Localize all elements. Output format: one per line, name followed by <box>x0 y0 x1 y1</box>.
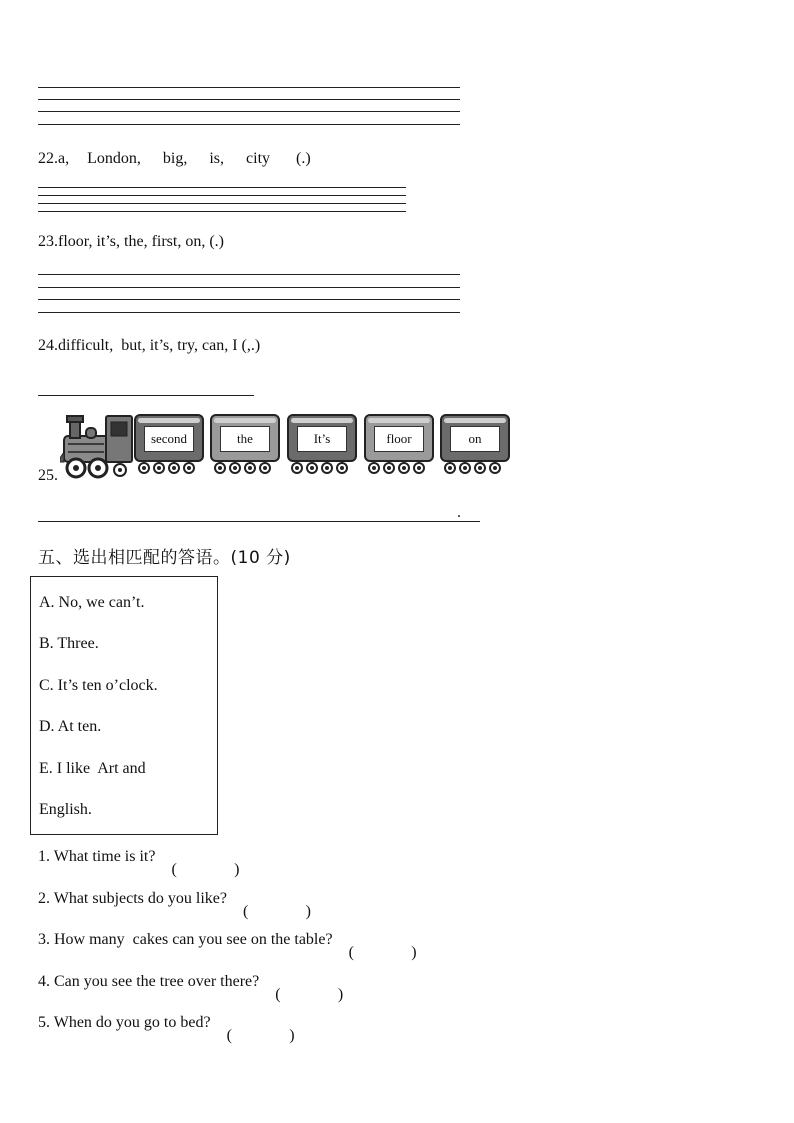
word: a, <box>58 150 70 167</box>
train-car <box>440 414 510 462</box>
question-text: 2. What subjects do you like? <box>38 890 227 907</box>
word: London, <box>87 150 141 167</box>
word: city <box>246 150 271 167</box>
writing-line <box>38 111 460 112</box>
writing-line <box>38 211 406 212</box>
match-question-3 <box>38 931 417 949</box>
question-text: 5. When do you go to bed? <box>38 1014 211 1031</box>
car-word: on <box>450 426 500 452</box>
locomotive-icon <box>60 412 136 480</box>
sentence-end-period: . <box>457 504 461 521</box>
writing-line <box>38 87 460 88</box>
car-word: It’s <box>297 426 347 452</box>
writing-line <box>38 195 406 196</box>
question-number: 24. <box>38 337 58 354</box>
question-24 <box>38 337 260 355</box>
writing-line <box>38 99 460 100</box>
option-e: E. I like Art and <box>39 760 146 777</box>
car-word: floor <box>374 426 424 452</box>
car-word: second <box>144 426 194 452</box>
writing-line <box>38 203 406 204</box>
question-text: 4. Can you see the tree over there? <box>38 973 260 990</box>
word-train <box>60 412 520 480</box>
train-car <box>364 414 434 462</box>
question-23 <box>38 233 224 251</box>
word: (.) <box>296 150 311 167</box>
answer-line <box>38 395 254 396</box>
car-word: the <box>220 426 270 452</box>
writing-line <box>38 274 460 275</box>
question-text: difficult, but, it’s, try, can, I (,.) <box>58 337 261 354</box>
match-question-2 <box>38 890 311 908</box>
question-number: 23. <box>38 233 58 250</box>
match-question-5 <box>38 1014 295 1032</box>
train-car <box>287 414 357 462</box>
wheels <box>291 462 348 476</box>
section-heading: 五、选出相匹配的答语。(10 分) <box>38 548 291 568</box>
writing-line <box>38 312 460 313</box>
word: big, <box>162 150 188 167</box>
question-number: 25. <box>38 467 58 484</box>
writing-line <box>38 187 406 188</box>
train-car <box>134 414 204 462</box>
option-c: C. It’s ten o’clock. <box>39 677 158 694</box>
question-text: floor, it’s, the, first, on, (.) <box>58 233 224 250</box>
question-25 <box>38 467 58 485</box>
word: is, <box>209 150 225 167</box>
wheels <box>368 462 425 476</box>
options-box <box>30 576 218 835</box>
writing-line <box>38 299 460 300</box>
match-question-1 <box>38 848 239 866</box>
match-question-4 <box>38 973 343 991</box>
wheels <box>444 462 501 476</box>
question-text: 1. What time is it? <box>38 848 156 865</box>
option-b: B. Three. <box>39 635 99 652</box>
writing-line <box>38 124 460 125</box>
question-22 <box>38 150 311 168</box>
wheels <box>214 462 271 476</box>
question-text: 3. How many cakes can you see on the table? <box>38 931 333 948</box>
writing-line <box>38 287 460 288</box>
option-e-continued: English. <box>39 801 92 818</box>
answer-line <box>38 521 480 522</box>
option-a: A. No, we can’t. <box>39 594 145 611</box>
option-d: D. At ten. <box>39 718 102 735</box>
train-car <box>210 414 280 462</box>
wheels <box>138 462 195 476</box>
question-number: 22. <box>38 150 58 167</box>
